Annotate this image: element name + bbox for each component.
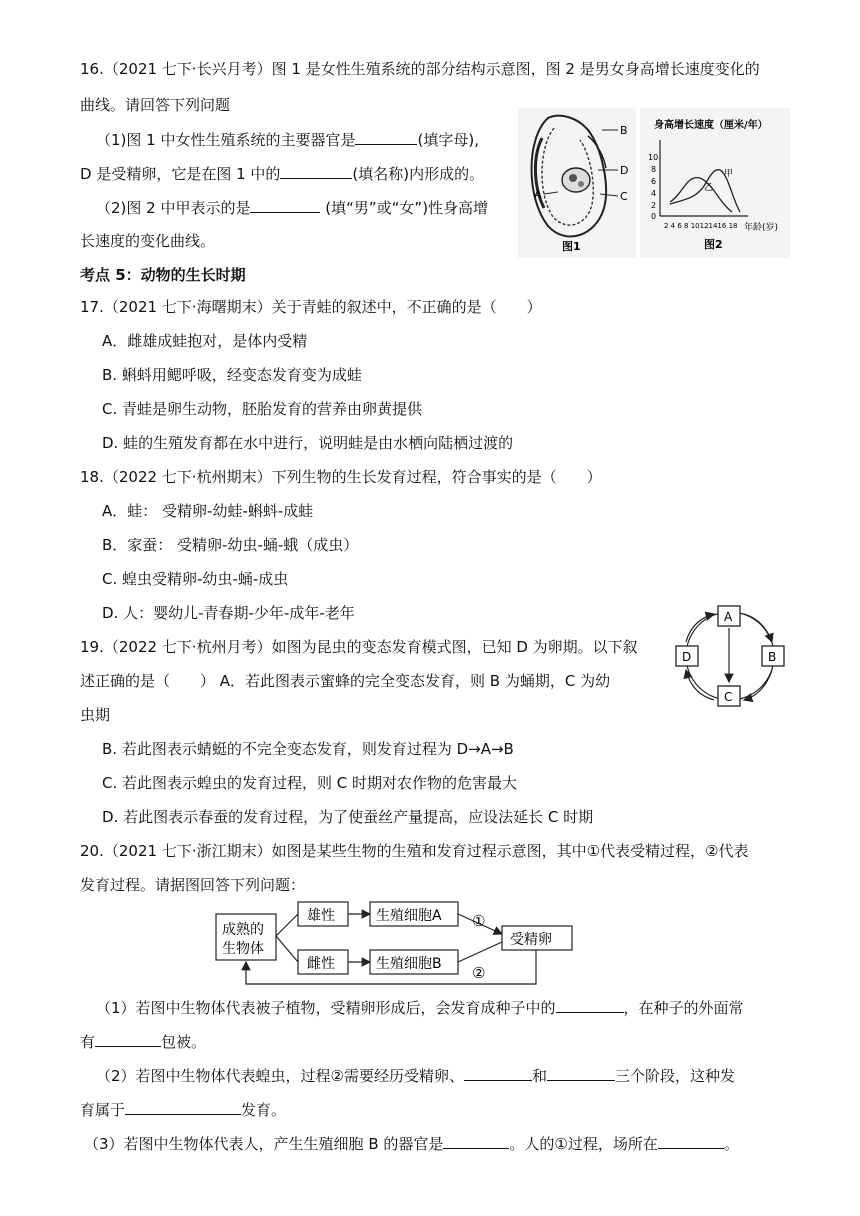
q20-sub2-text-a: （2）若图中生物体代表蝗虫，过程 xyxy=(96,1067,331,1085)
fig2-xlabel: 年龄(岁) xyxy=(744,223,779,233)
q16-part2-line2: 长速度的变化曲线。 xyxy=(80,232,216,250)
fig1-caption: 图1 xyxy=(562,240,581,253)
q16-part2-line1 xyxy=(96,196,488,219)
q18-option-d[interactable]: D. 人：婴幼儿-青春期-少年-成年-老年 xyxy=(102,604,355,622)
answer-blank[interactable] xyxy=(355,128,417,145)
fig2-series-yi: 乙 xyxy=(704,183,714,193)
cell-a-label: 生殖细胞A xyxy=(376,908,442,924)
q19-insect-cycle-diagram xyxy=(668,600,792,712)
q20-sub3-text-c: 过程，场所在 xyxy=(567,1135,658,1153)
fig2-title: 身高增长速度（厘米/年） xyxy=(654,120,768,131)
fig2-ytick: 10 xyxy=(648,153,659,162)
q20-sub1-line1 xyxy=(96,996,744,1019)
q19-stem-line3: 虫期 xyxy=(80,706,111,724)
q17-option-a[interactable]: A．雌雄成蛙抱对，是体内受精 xyxy=(102,332,308,350)
q17-option-b[interactable]: B. 蝌蚪用鳃呼吸，经变态发育变为成蛙 xyxy=(102,366,362,384)
cell-b-label: 生殖细胞B xyxy=(376,956,442,972)
fig2-series-jia: 甲 xyxy=(724,169,734,179)
q20-sub3-text-d: 。 xyxy=(723,1135,739,1153)
q20-sub2-line1 xyxy=(96,1064,735,1087)
answer-blank[interactable] xyxy=(556,996,624,1013)
fig2-ytick: 0 xyxy=(651,212,657,221)
q20-reproduction-flow-diagram xyxy=(210,898,590,988)
q20-sub1-line2 xyxy=(80,1030,206,1053)
q16-part2-text-b: (填“男”或“女”)性身高增 xyxy=(320,199,489,217)
q16-part1-line1 xyxy=(96,128,479,151)
q19-option-c[interactable]: C. 若此图表示蝗虫的发育过程，则 C 时期对农作物的危害最大 xyxy=(102,774,518,792)
organism-label-2: 生物体 xyxy=(222,941,264,957)
q20-sub3-text-a: （3）若图中生物体代表人，产生生殖细胞 B 的器官是 xyxy=(84,1135,444,1153)
q20-sub2-text-b: 需要经历受精卵、 xyxy=(344,1067,465,1085)
zygote-label: 受精卵 xyxy=(510,932,552,948)
answer-blank[interactable] xyxy=(280,162,352,179)
fig2-ytick: 4 xyxy=(651,189,657,198)
q20-sub2-line2 xyxy=(80,1098,286,1121)
q16-part1-text-b: (填字母), xyxy=(417,131,479,149)
answer-blank[interactable] xyxy=(250,196,320,213)
q17-option-c[interactable]: C. 青蛙是卵生动物，胚胎发育的营养由卵黄提供 xyxy=(102,400,423,418)
q20-sub2-text-e: 育属于 xyxy=(80,1101,126,1119)
circled-number-2: ② xyxy=(705,842,719,860)
figure-1-female-reproductive-system xyxy=(518,108,636,258)
q19-stem-line1: 19.（2022 七下·杭州月考）如图为昆虫的变态发育模式图，已知 D 为卵期。以下叙 xyxy=(80,638,638,656)
step-1-label: ① xyxy=(472,912,486,930)
answer-blank[interactable] xyxy=(125,1098,241,1115)
q16-part1-text-a: （1)图 1 中女性生殖系统的主要器官是 xyxy=(96,131,356,149)
answer-blank[interactable] xyxy=(547,1064,615,1081)
fig2-xticks: 2 4 6 8 10121416 18 xyxy=(664,222,738,230)
q19-option-b[interactable]: B. 若此图表示蜻蜓的不完全变态发育，则发育过程为 D→A→B xyxy=(102,740,514,758)
circled-number-2: ② xyxy=(330,1067,344,1085)
node-b: B xyxy=(768,650,777,664)
node-a: A xyxy=(724,610,733,624)
node-d: D xyxy=(682,650,692,664)
q20-sub1-text-d: 包被。 xyxy=(161,1033,207,1051)
female-label: 雌性 xyxy=(307,956,335,972)
q18-option-a[interactable]: A．蛙： 受精卵-幼蛙-蝌蚪-成蛙 xyxy=(102,502,314,520)
q20-stem-line1 xyxy=(80,840,749,862)
circled-number-1: ① xyxy=(554,1135,568,1153)
q20-sub2-text-c: 和 xyxy=(532,1067,548,1085)
answer-blank[interactable] xyxy=(658,1132,724,1149)
q16-stem-line1: 16.（2021 七下·长兴月考）图 1 是女性生殖系统的部分结构示意图，图 2 是男女身高增长速度变化的 xyxy=(80,60,760,78)
q19-stem-line2: 述正确的是（ ） A．若此图表示蜜蜂的完全变态发育，则 B 为蛹期，C 为幼 xyxy=(80,672,611,690)
q20-sub2-text-f: 发育。 xyxy=(241,1101,287,1119)
answer-blank[interactable] xyxy=(464,1064,532,1081)
q16-part1-text-d: (填名称)内形成的。 xyxy=(352,165,485,183)
q20-sub1-text-c: 有 xyxy=(80,1033,96,1051)
fig1-label-d: D xyxy=(620,164,629,177)
q20-sub2-text-d: 三个阶段，这种发 xyxy=(615,1067,736,1085)
answer-blank[interactable] xyxy=(443,1132,509,1149)
fig1-label-c: C xyxy=(620,190,628,203)
organism-label-1: 成熟的 xyxy=(222,922,264,938)
q20-stem-text-b: 代表受精过程， xyxy=(600,842,706,860)
q17-stem: 17.（2021 七下·海曙期末）关于青蛙的叙述中，不正确的是（ ） xyxy=(80,298,542,316)
q16-part1-line2 xyxy=(80,162,484,185)
circled-number-1: ① xyxy=(586,842,601,860)
node-c: C xyxy=(724,690,733,704)
q18-stem: 18.（2022 七下·杭州期末）下列生物的生长发育过程，符合事实的是（ ） xyxy=(80,468,602,486)
q16-stem-line2: 曲线。请回答下列问题 xyxy=(80,96,231,114)
section-heading: 考点 5：动物的生长时期 xyxy=(80,266,246,284)
q20-stem-text-a: 20.（2021 七下·浙江期末）如图是某些生物的生殖和发育过程示意图，其中 xyxy=(80,842,587,860)
fig1-label-a: A xyxy=(534,188,542,201)
male-label: 雄性 xyxy=(307,908,335,924)
q20-sub1-text-a: （1）若图中生物体代表被子植物，受精卵形成后，会发育成种子中的 xyxy=(96,999,556,1017)
q20-sub1-text-b: ，在种子的外面常 xyxy=(623,999,744,1017)
fig2-ytick: 2 xyxy=(651,201,657,210)
q20-stem-text-c: 代表 xyxy=(718,842,749,860)
figure-2-growth-rate-curves xyxy=(640,108,790,258)
q16-part1-text-c: D 是受精卵，它是在图 1 中的 xyxy=(80,165,281,183)
answer-blank[interactable] xyxy=(95,1030,161,1047)
q20-stem-line2: 发育过程。请据图回答下列问题： xyxy=(80,876,306,894)
step-2-label: ② xyxy=(472,964,486,982)
fig2-ytick: 6 xyxy=(651,177,657,186)
q19-option-d[interactable]: D. 若此图表示春蚕的发育过程，为了使蚕丝产量提高，应设法延长 C 时期 xyxy=(102,808,594,826)
fig2-ytick: 8 xyxy=(651,165,657,174)
fig1-label-b: B xyxy=(620,124,628,137)
q18-option-b[interactable]: B．家蚕： 受精卵-幼虫-蛹-蛾（成虫） xyxy=(102,536,359,554)
q18-option-c[interactable]: C. 蝗虫受精卵-幼虫-蛹-成虫 xyxy=(102,570,289,588)
q20-sub3-line1 xyxy=(84,1132,739,1155)
q16-part2-text-a: （2)图 2 中甲表示的是 xyxy=(96,199,251,217)
q20-sub3-text-b: 。人的 xyxy=(509,1135,555,1153)
q17-option-d[interactable]: D. 蛙的生殖发育都在水中进行，说明蛙是由水栖向陆栖过渡的 xyxy=(102,434,514,452)
fig2-caption: 图2 xyxy=(704,238,723,251)
